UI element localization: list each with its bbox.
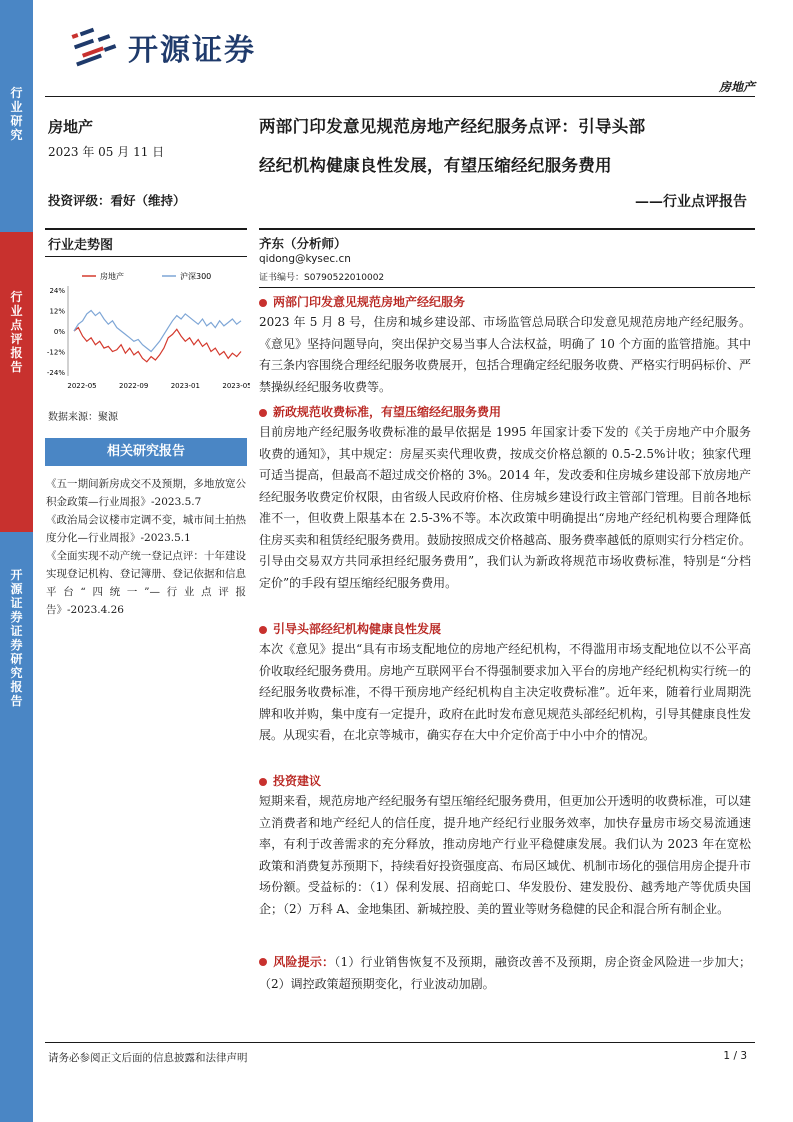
trend-chart-title: 行业走势图 bbox=[48, 238, 114, 253]
report-title bbox=[259, 107, 747, 185]
section-body: 目前房地产经纪服务收费标准的最早依据是 1995 年国家计委下发的《关于房地产中介服务收费的通知》，其中规定：房屋买卖代理收费，按成交价格总额的 0.5-2.5%计收；独家代理可适当提高，但最高不超过成交价格的 3%。2014 年，发改委和住房城乡建设部下放房地产经纪服务收费定价权限，由省级人民政府价格、住房城乡建设行政主管部门管理。目前各地标准不一，但收费上限基本在 2.5-3%不等。本次政策中明确提出“房地产经纪机构要合理降低住房买卖和租赁经纪服务费用。鼓励按照成交价格越高、服务费率越低的原则实行分档定价。引导由交易双方共同承担经纪服务费用”，我们认为新政将规范市场收费标准，特别是“分档定价”的手段有望压缩经纪服务费用。 bbox=[259, 425, 752, 590]
analyst-name: 齐东（分析师） bbox=[259, 236, 347, 251]
bullet-icon bbox=[259, 626, 267, 634]
related-report-item[interactable]: 《五一期间新房成交不及预期，多地放宽公积金政策—行业周报》-2023.5.7 bbox=[46, 478, 246, 508]
trend-divider bbox=[45, 256, 247, 257]
risk-text: （1）行业销售恢复不及预期，融资改善不及预期，房企资金风险进一步加大；（2）调控政策超预期变化，行业波动加剧。 bbox=[259, 955, 751, 991]
side-band bbox=[0, 0, 33, 1122]
section-4 bbox=[259, 772, 751, 920]
header-category-tag: 房地产 bbox=[718, 80, 755, 94]
brand-name: 开源证券 bbox=[128, 33, 256, 68]
chart-data-source: 数据来源：聚源 bbox=[48, 412, 118, 423]
report-subtitle: ——行业点评报告 bbox=[635, 194, 747, 210]
y-tick-label: 24% bbox=[49, 287, 65, 295]
title-divider bbox=[259, 228, 755, 230]
bullet-icon bbox=[259, 958, 267, 966]
footer-disclaimer[interactable]: 请务必参阅正文后面的信息披露和法律声明 bbox=[48, 1052, 248, 1064]
analyst-email[interactable]: qidong@kysec.cn bbox=[259, 253, 351, 265]
series-line-沪深300 bbox=[74, 311, 241, 352]
brand-logo bbox=[70, 26, 256, 68]
related-report-item[interactable]: 《全面实现不动产统一登记点评：十年建设实现登记机构、登记簿册、登记依据和信息平台“四统一”—行业点评报告》-2023.4.26 bbox=[46, 550, 246, 616]
section-3 bbox=[259, 620, 751, 747]
related-report-item[interactable]: 《政治局会议楼市定调不变，城市间土拍热度分化—行业周报》-2023.5.1 bbox=[46, 514, 246, 544]
risk-label: 风险提示： bbox=[273, 955, 335, 969]
analyst-divider bbox=[259, 287, 755, 288]
x-tick-label: 2022-05 bbox=[67, 382, 97, 390]
sector-label: 房地产 bbox=[48, 118, 94, 136]
section-1 bbox=[259, 293, 751, 398]
brand-logo-icon bbox=[70, 26, 120, 68]
x-tick-label: 2022-09 bbox=[119, 382, 149, 390]
bullet-icon bbox=[259, 409, 267, 417]
side-band-red-segment bbox=[0, 232, 33, 532]
legend-label: 房地产 bbox=[100, 272, 124, 281]
investment-rating: 投资评级：看好（维持） bbox=[48, 193, 186, 208]
x-tick-label: 2023-05 bbox=[222, 382, 250, 390]
y-tick-label: -24% bbox=[46, 369, 65, 377]
y-tick-label: -12% bbox=[46, 348, 65, 357]
risk-warning bbox=[259, 952, 751, 995]
report-date: 2023 年 05 月 11 日 bbox=[48, 145, 165, 159]
side-label-bottom: 开 源 证 券 证 券 研 究 报 告 bbox=[10, 568, 23, 708]
bullet-icon bbox=[259, 778, 267, 786]
section-body: 2023 年 5 月 8 号，住房和城乡建设部、市场监管总局联合印发意见规范房地产经纪服务。《意见》坚持问题导向，突出保护交易当事人合法权益，明确了 10 个方面的监管措施。其中有三条内容围绕合理经纪服务收费展开，包括合理确定经纪服务收费、严格实行明码标价、严禁操纵经纪服务收费等。 bbox=[259, 315, 752, 394]
report-title-line-2: 经纪机构健康良性发展，有望压缩经纪服务费用 bbox=[259, 156, 612, 175]
analyst-cert: 证书编号：S0790522010002 bbox=[259, 273, 385, 283]
section-2 bbox=[259, 403, 751, 594]
side-label-top: 行 业 研 究 bbox=[10, 86, 23, 142]
risk-section bbox=[259, 952, 751, 995]
section-body: 短期来看，规范房地产经纪服务有望压缩经纪服务费用，但更加公开透明的收费标准，可以建立消费者和地产经纪人的信任度，提升地产经纪行业服务效率，加快存量房市场交易流通速率，有利于改善需求的充分释放，推动房地产行业平稳健康发展。我们认为 2023 年在宽松政策和消费复苏预期下，持续看好投资强度高、布局区域优、机制市场化的强信用房企提升市场份额。受益标的：（1）保利发展、招商蛇口、华发股份、建发股份、越秀地产等优质央国企；（2）万科 A、金地集团、新城控股、美的置业等财务稳健的民企和混合所有制企业。 bbox=[259, 794, 752, 916]
header-divider bbox=[45, 96, 755, 97]
x-tick-label: 2023-01 bbox=[170, 382, 200, 390]
trend-chart-svg bbox=[40, 264, 250, 394]
section-body: 本次《意见》提出“具有市场支配地位的房地产经纪机构，不得滥用市场支配地位以不公平高价收取经纪服务费用。房地产互联网平台不得强制要求加入平台的房地产经纪机构实行统一的经纪服务收费标准，不得干预房地产经纪机构自主决定收费标准”。近年来，随着行业周期洗牌和收并购，集中度有一定提升，政府在此时发布意见规范头部经纪机构，引导其健康良性发展。从现实看，在北京等城市，确实存在大中介定价高于中小中介的情况。 bbox=[259, 642, 752, 742]
section-heading: 投资建议 bbox=[259, 772, 751, 791]
bullet-icon bbox=[259, 299, 267, 307]
legend-label: 沪深300 bbox=[180, 272, 212, 281]
trend-top-divider bbox=[45, 228, 247, 230]
page-number: 1 / 3 bbox=[723, 1050, 747, 1062]
y-tick-label: 12% bbox=[49, 307, 65, 316]
section-heading: 两部门印发意见规范房地产经纪服务 bbox=[259, 293, 751, 312]
related-reports-list bbox=[46, 475, 246, 619]
section-heading: 新政规范收费标准，有望压缩经纪服务费用 bbox=[259, 403, 751, 422]
section-heading: 引导头部经纪机构健康良性发展 bbox=[259, 620, 751, 639]
y-tick-label: 0% bbox=[53, 328, 65, 336]
report-title-line-1: 两部门印发意见规范房地产经纪服务点评：引导头部 bbox=[259, 117, 646, 136]
side-label-middle: 行 业 点 评 报 告 bbox=[10, 290, 23, 374]
related-reports-heading: 相关研究报告 bbox=[45, 438, 247, 466]
trend-chart bbox=[40, 264, 250, 394]
footer-divider bbox=[45, 1042, 755, 1043]
